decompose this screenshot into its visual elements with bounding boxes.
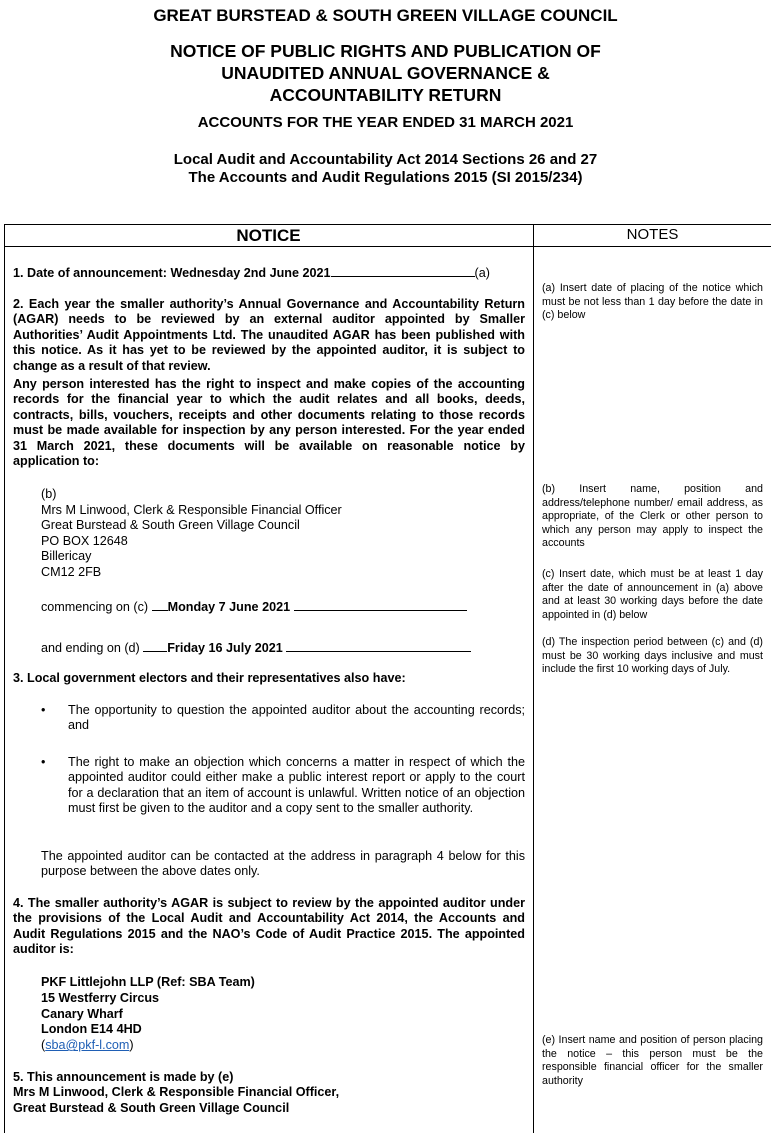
title-line: NOTICE OF PUBLIC RIGHTS AND PUBLICATION OF — [170, 41, 601, 61]
marker-a: (a) — [474, 266, 490, 280]
note-d: (d) The inspection period between (c) and (d) must be 30 working days inclusive and must include the first 10 working days of July. — [542, 636, 763, 675]
note-c: (c) Insert date, which must be at least 1 day after the date of announcement in (a) above and at least 30 working days before the date appointed in (d) below — [542, 568, 763, 621]
bullet-item-2: The right to make an objection which concerns a matter in respect of which the appointed auditor could either make a public interest report or apply to the court for a declaration that an item of account is unlawful. Written notice of an objection must first be given to the auditor and a copy sent to the smaller authority. — [68, 755, 525, 816]
act-line: The Accounts and Audit Regulations 2015 (SI 2015/234) — [188, 169, 583, 186]
announcement-date-text: 1. Date of announcement: Wednesday 2nd June 2021 — [13, 266, 331, 280]
ending-date: Friday 16 July 2021 — [167, 641, 283, 655]
title-line: UNAUDITED ANNUAL GOVERNANCE & — [221, 63, 550, 83]
note-e: (e) Insert name and position of person placing the notice – this person must be the responsible financial officer for the smaller authority — [542, 1034, 763, 1087]
bullet-item-1: The opportunity to question the appointed auditor about the accounting records; and — [68, 703, 525, 733]
address-line: (b) — [41, 487, 57, 501]
title-line: ACCOUNTABILITY RETURN — [269, 85, 502, 105]
auditor-line: London E14 4HD — [41, 1022, 142, 1037]
section-3-heading: 3. Local government electors and their representatives also have: — [13, 671, 406, 685]
commencing-label: commencing on (c) — [41, 600, 152, 614]
column-divider — [533, 224, 534, 1133]
header-divider — [4, 246, 771, 247]
section-5-line: Mrs M Linwood, Clerk & Responsible Financial Officer, — [13, 1085, 340, 1100]
auditor-line: 15 Westferry Circus — [41, 990, 160, 1005]
auditor-email-link[interactable]: sba@pkf-l.com — [45, 1038, 130, 1053]
auditor-line: Canary Wharf — [41, 1006, 123, 1021]
section-5 — [13, 1070, 525, 1116]
act-line: Local Audit and Accountability Act 2014 Sections 26 and 27 — [173, 151, 598, 168]
auditor-line: PKF Littlejohn LLP (Ref: SBA Team) — [41, 975, 255, 989]
clerk-address — [41, 487, 525, 581]
notice-column-header: NOTICE — [236, 226, 301, 245]
address-line: CM12 2FB — [41, 564, 102, 579]
notice-title — [0, 40, 771, 106]
note-a: (a) Insert date of placing of the notice which must be not less than 1 day before the date in (c) below — [542, 282, 763, 321]
address-line: Great Burstead & South Green Village Council — [41, 518, 300, 533]
address-line: Billericay — [41, 549, 92, 564]
ending-line — [41, 639, 525, 656]
address-line: PO BOX 12648 — [41, 533, 128, 548]
section-2-paragraph-2: Any person interested has the right to inspect and make copies of the accounting records for the financial year to which the audit relates and all books, deeds, contracts, bills, vouchers, receipts and other documents relating to those records must be made available for inspection by any person interested. For the year ended 31 March 2021, these documents will be available on reasonable notice by application to: — [13, 377, 525, 469]
notes-column-header: NOTES — [626, 226, 679, 243]
bullet-icon: • — [41, 703, 46, 717]
accounts-year: ACCOUNTS FOR THE YEAR ENDED 31 MARCH 2021 — [197, 114, 574, 131]
section-5-line: Great Burstead & South Green Village Council — [13, 1100, 290, 1115]
auditor-address: PKF Littlejohn LLP (Ref: SBA Team) 15 Westferry Circus Canary Wharf London E14 4HD (sba@pkf-l.com) — [41, 975, 525, 1054]
section-4-paragraph: 4. The smaller authority’s AGAR is subject to review by the appointed auditor under the provisions of the Local Audit and Accountability Act 2014, the Accounts and Audit Regulations 2015 and the NAO’s Code of Audit Practice 2015. The appointed auditor is: — [13, 896, 525, 957]
auditor-contact-note: The appointed auditor can be contacted at the address in paragraph 4 below for this purpose between the above dates only. — [41, 849, 525, 879]
commencing-date: Monday 7 June 2021 — [167, 600, 291, 614]
bullet-icon: • — [41, 755, 46, 769]
ending-label: and ending on (d) — [41, 641, 144, 655]
section-5-heading: 5. This announcement is made by (e) — [13, 1070, 234, 1084]
council-name: GREAT BURSTEAD & SOUTH GREEN VILLAGE COUNCIL — [153, 6, 618, 25]
address-line: Mrs M Linwood, Clerk & Responsible Financial Officer — [41, 502, 342, 517]
commencing-line — [41, 598, 525, 615]
announcement-date — [13, 264, 525, 281]
section-2-paragraph-1: 2. Each year the smaller authority’s Annual Governance and Accountability Return (AGAR) needs to be reviewed by an external auditor appointed by Smaller Authorities’ Audit Appointments Ltd. The unaudited AGAR has been published with this notice. As it has yet to be reviewed by the appointed auditor, it is subject to change as a result of that review. — [13, 297, 525, 373]
note-b: (b) Insert name, position and address/telephone number/ email address, as appropriate, of the Clerk or other person to which any person may apply to inspect the accounts — [542, 483, 763, 549]
act-references — [0, 151, 771, 187]
